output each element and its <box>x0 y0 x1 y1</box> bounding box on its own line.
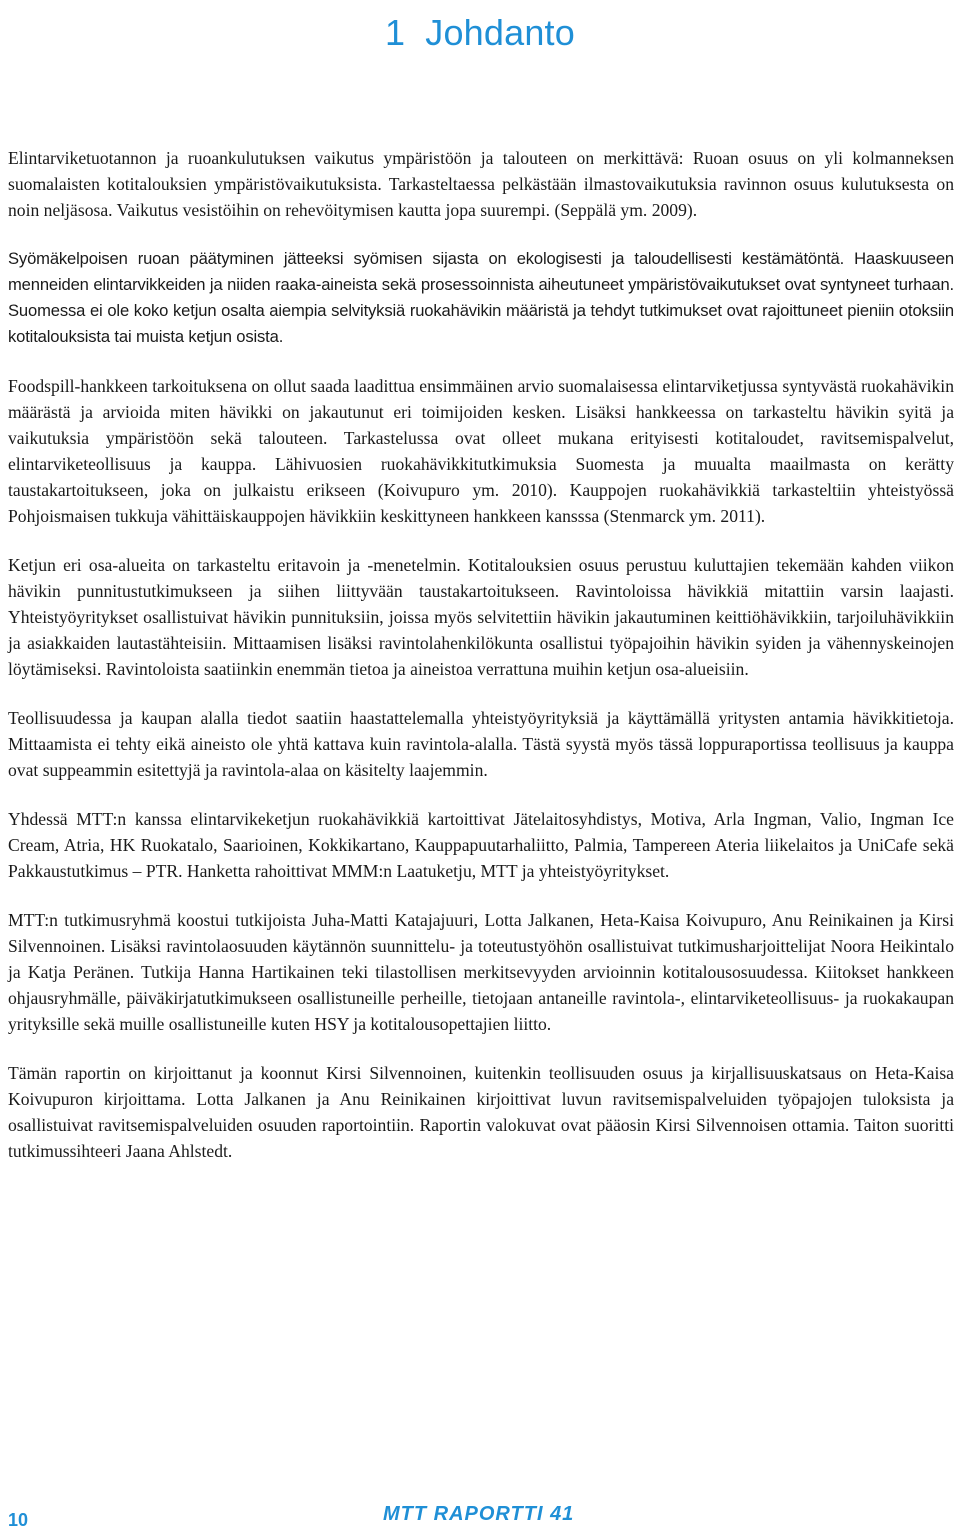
paragraph-partners: Yhdessä MTT:n kanssa elintarvikeketjun ruokahävikkiä kartoittivat Jätelaitosyhdistys, Motiva, Arla Ingman, Valio, Ingman Ice Cream, Atria, HK Ruokatalo, Saarioinen, Kokkikartano, Kauppapuutarhaliitto, Palmia, Tampereen Ateria liikelaitos ja UniCafe sekä Pakkaustutkimus – PTR. Hanketta rahoittivat MMM:n Laatuketju, MTT ja yhteistyöyritykset. <box>8 809 954 881</box>
chapter-title: Johdanto <box>425 12 575 53</box>
body-text <box>8 145 954 1187</box>
chapter-heading <box>0 12 960 54</box>
page-number: 10 <box>8 1510 29 1530</box>
chapter-number: 1 <box>385 12 406 53</box>
paragraph-authors: Tämän raportin on kirjoittanut ja koonnut Kirsi Silvennoinen, kuitenkin teollisuuden osuus ja kirjallisuuskatsaus on Heta-Kaisa Koivupuron kirjoittama. Lotta Jalkanen ja Anu Reinikainen kirjoittivat luvun ravitsemispalveluiden työpajojen tuloksista ja osallistuivat ravitsemispalveluiden osuuden raportointiin. Raportin valokuvat ovat pääosin Kirsi Silvennoisen ottamia. Taiton suoritti tutkimussihteeri Jaana Ahlstedt. <box>8 1063 954 1161</box>
paragraph-food-waste: Syömäkelpoisen ruoan päätyminen jätteeksi syömisen sijasta on ekologisesti ja taloudellisesti kestämätöntä. Haaskuuseen menneiden elintarvikkeiden ja niiden raaka-aineista sekä prosessoinnista aiheutuneet ympäristövaikutukset ovat syntyneet turhaan. Suomessa ei ole koko ketjun osalta aiempia selvityksiä ruokahävikin määristä ja tehdyt tutkimukset ovat rajoittuneet pieniin otoksiin kotitalouksista tai muista ketjun osista. <box>8 249 954 346</box>
paragraph-research-group: MTT:n tutkimusryhmä koostui tutkijoista Juha-Matti Katajajuuri, Lotta Jalkanen, Heta-Kaisa Koivupuro, Anu Reinikainen ja Kirsi Silvennoinen. Lisäksi ravintolaosuuden käytännön suunnittelu- ja toteutustyöhön osallistuivat tutkimusharjoittelijat Noora Heikintalo ja Katja Peränen. Tutkija Hanna Hartikainen teki tilastollisen merkitsevyyden arvioinnin kotitalousosuudessa. Kiitokset hankkeen ohjausryhmälle, päiväkirjatutkimukseen osallistuneille perheille, tietojaan antaneille ravintola-, elintarviketeollisuus- ja ruokakaupan yrityksille sekä muille osallistuneille kuten HSY ja kotitalousopettajien liitto. <box>8 910 954 1034</box>
paragraph-industry: Teollisuudessa ja kaupan alalla tiedot saatiin haastattelemalla yhteistyöyrityksiä ja käyttämällä yritysten antamia hävikkitietoja. Mittaamista ei tehty eikä aineisto ole yhtä kattava kuin ravintola-alalla. Tästä syystä myös tässä loppuraportissa teollisuus ja kauppa ovat suppeammin esitettyjä ja ravintola-alaa on käsitelty laajemmin. <box>8 708 954 780</box>
paragraph-intro: Elintarviketuotannon ja ruoankulutuksen vaikutus ympäristöön ja talouteen on merkittävä: Ruoan osuus on yli kolmanneksen suomalaisten kotitalouksien ympäristövaikutuksista. Tarkasteltaessa pelkästään ilmastovaikutuksia ravinnon osuus kulutuksesta on noin neljäsosa. Vaikutus vesistöihin on rehevöitymisen kautta jopa suurempi. (Seppälä ym. 2009). <box>8 148 954 220</box>
paragraph-methods: Ketjun eri osa-alueita on tarkasteltu eritavoin ja -menetelmin. Kotitalouksien osuus perustuu kuluttajien tekemään kahden viikon hävikin punnitustutkimukseen ja siihen liittyvään taustakartoitukseen. Ravintoloissa hävikkiä mitattiin varsin laajasti. Yhteistyöyritykset osallistuivat hävikin punnituksiin, joissa myös selvitettiin hävikin jakautuminen keittiöhävikkiin, tarjoiluhävikkiin ja asiakkaiden lautastähteisiin. Mittaamisen lisäksi ravintolahenkilökunta osallistui työpajoihin hävikin syiden ja vähennyskeinojen löytämiseksi. Ravintoloista saatiinkin enemmän tietoa ja aineistoa verrattuna muihin ketjun osa-alueisiin. <box>8 555 954 679</box>
report-name: MTT RAPORTTI 41 <box>383 1503 575 1525</box>
paragraph-project-goal: Foodspill-hankkeen tarkoituksena on ollut saada laadittua ensimmäinen arvio suomalaisessa elintarviketjussa syntyvästä ruokahävikin määrästä ja arvioida miten hävikki on jakautunut eri toimijoiden kesken. Lisäksi hankkeessa on tarkasteltu hävikin syitä ja vaikutuksia ympäristöön sekä talouteen. Tarkastelussa ovat olleet mukana erityisesti kotitaloudet, ravitsemispalvelut, elintarviketeollisuus ja kauppa. Lähivuosien ruokahävikkitutkimuksia Suomesta ja muualta maailmasta on kerätty taustakartoitukseen, joka on julkaistu erikseen (Koivupuro ym. 2010). Kauppojen ruokahävikkiä tarkasteltiin yhteistyössä Pohjoismaisen tukkuja vähittäiskauppojen hävikkiin keskittyneen hankkeen kansssa (Stenmarck ym. 2011). <box>8 376 954 526</box>
